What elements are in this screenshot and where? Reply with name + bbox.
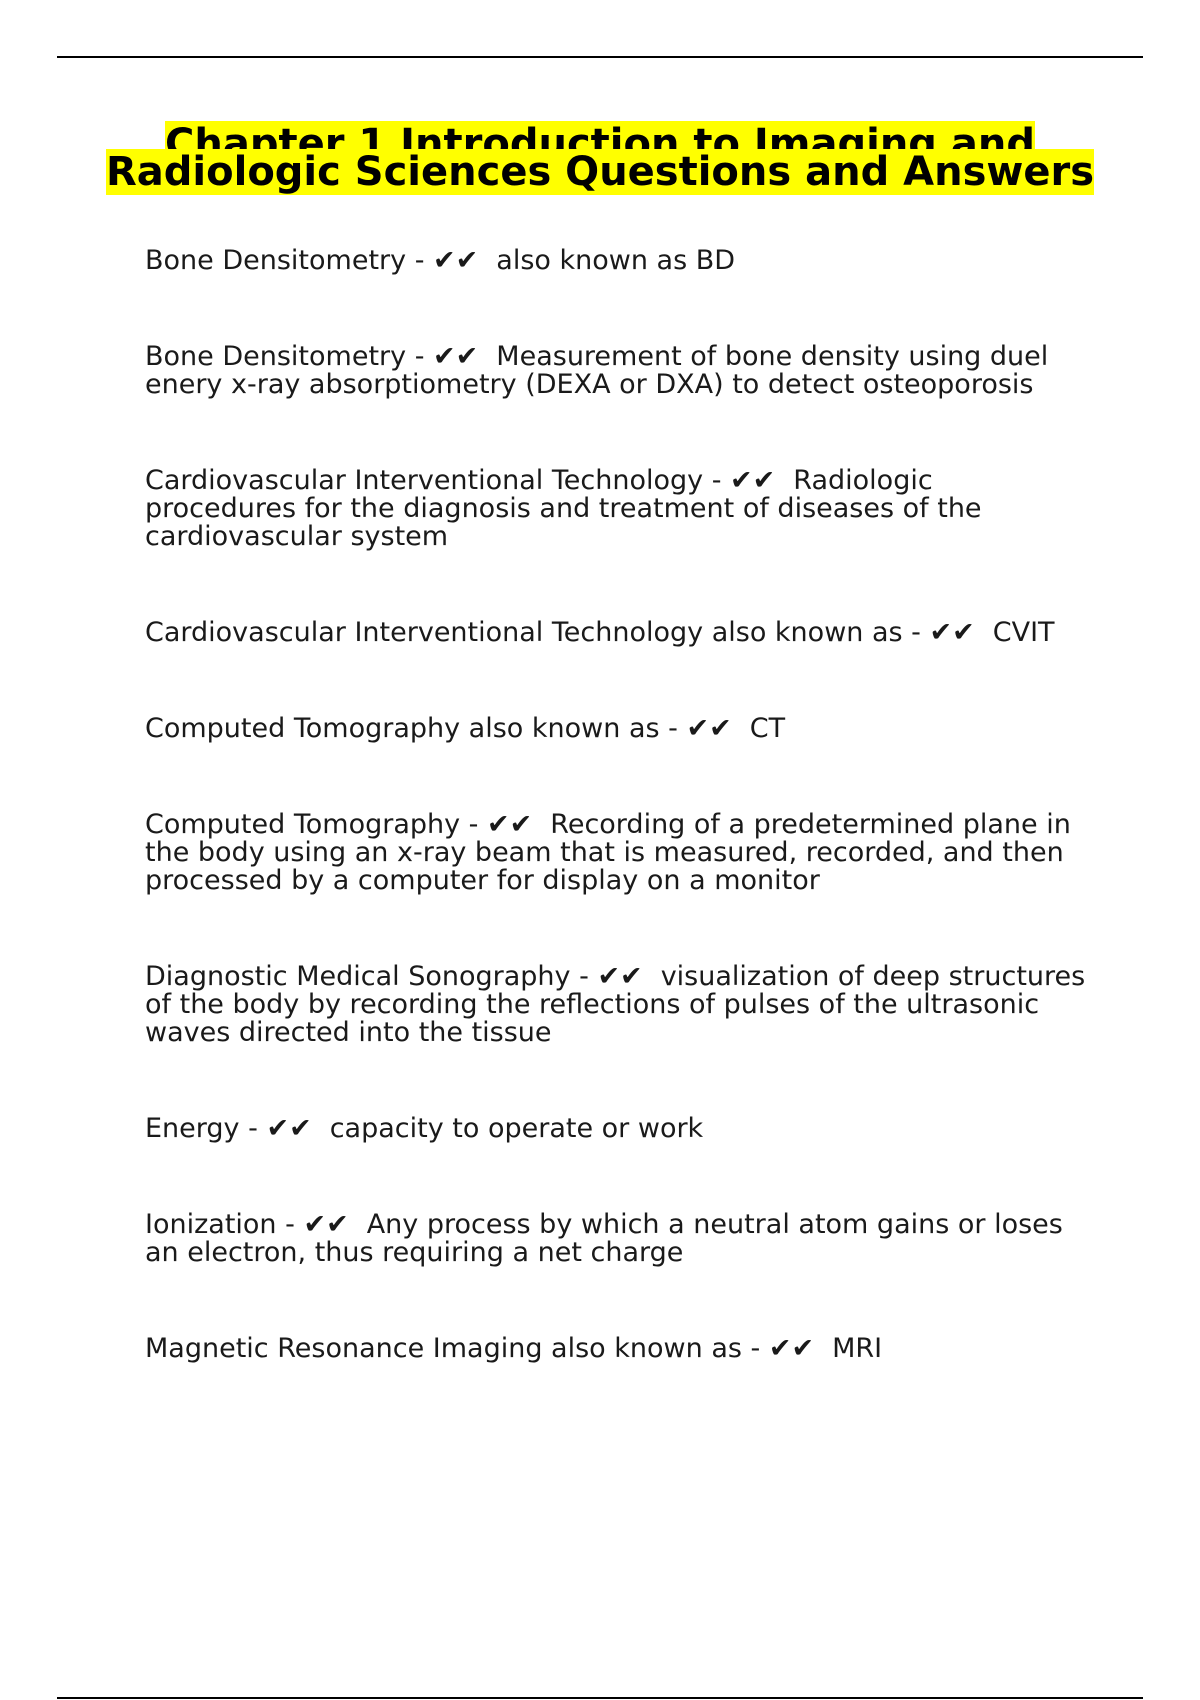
qa-entry: [145, 1335, 1090, 1363]
double-check-icon: ✔✔: [303, 1209, 349, 1240]
double-check-icon: ✔✔: [266, 1113, 312, 1144]
qa-entry: [145, 1211, 1090, 1267]
double-check-icon: ✔✔: [433, 245, 479, 276]
double-check-icon: ✔✔: [768, 1333, 815, 1364]
qa-entry: [145, 811, 1090, 895]
qa-entry: [145, 715, 1090, 743]
qa-term: Computed Tomography -: [145, 809, 479, 840]
qa-term: Cardiovascular Interventional Technology also known as -: [145, 617, 921, 648]
qa-list: [145, 247, 1090, 1431]
bottom-rule: [57, 1697, 1143, 1699]
qa-answer: CVIT: [992, 617, 1055, 648]
qa-answer: Radiologic procedures for the diagnosis and treatment of diseases of the cardiovascular system: [145, 465, 982, 552]
title-block: [100, 121, 1100, 195]
qa-answer: CT: [749, 713, 786, 744]
qa-term: Magnetic Resonance Imaging also known as -: [145, 1333, 761, 1364]
double-check-icon: ✔✔: [433, 341, 479, 372]
qa-term: Bone Densitometry -: [145, 245, 425, 276]
double-check-icon: ✔✔: [730, 465, 776, 496]
double-check-icon: ✔✔: [686, 713, 732, 744]
qa-entry: [145, 963, 1090, 1047]
qa-term: Cardiovascular Interventional Technology -: [145, 465, 722, 496]
page-title: [100, 121, 1100, 195]
qa-term: Energy -: [145, 1113, 258, 1144]
double-check-icon: ✔✔: [487, 809, 533, 840]
qa-answer: Any process by which a neutral atom gains or loses an electron, thus requiring a net charge: [145, 1209, 1063, 1268]
qa-answer: MRI: [832, 1333, 883, 1364]
qa-answer: capacity to operate or work: [329, 1113, 704, 1144]
qa-entry: [145, 467, 1090, 551]
qa-answer: also known as BD: [496, 245, 736, 276]
qa-term: Ionization -: [145, 1209, 295, 1240]
qa-entry: [145, 1115, 1090, 1143]
qa-term: Diagnostic Medical Sonography -: [145, 961, 589, 992]
qa-entry: [145, 619, 1090, 647]
qa-entry: [145, 247, 1090, 275]
qa-answer: Measurement of bone density using duel enery x-ray absorptiometry (DEXA or DXA) to detect osteoporosis: [145, 341, 1049, 400]
qa-term: Bone Densitometry -: [145, 341, 425, 372]
qa-answer: visualization of deep structures of the body by recording the reflections of pulses of the ultrasonic waves directed into the tissue: [145, 961, 1086, 1048]
top-rule: [57, 56, 1143, 58]
double-check-icon: ✔✔: [597, 961, 643, 992]
qa-term: Computed Tomography also known as -: [145, 713, 678, 744]
qa-answer: Recording of a predetermined plane in the body using an x-ray beam that is measured, recorded, and then processed by a computer for display on a monitor: [145, 809, 1071, 896]
page-title-highlight: Chapter 1 Introduction to Imaging and Radiologic Sciences Questions and Answers: [105, 121, 1095, 195]
qa-entry: [145, 343, 1090, 399]
double-check-icon: ✔✔: [929, 617, 975, 648]
